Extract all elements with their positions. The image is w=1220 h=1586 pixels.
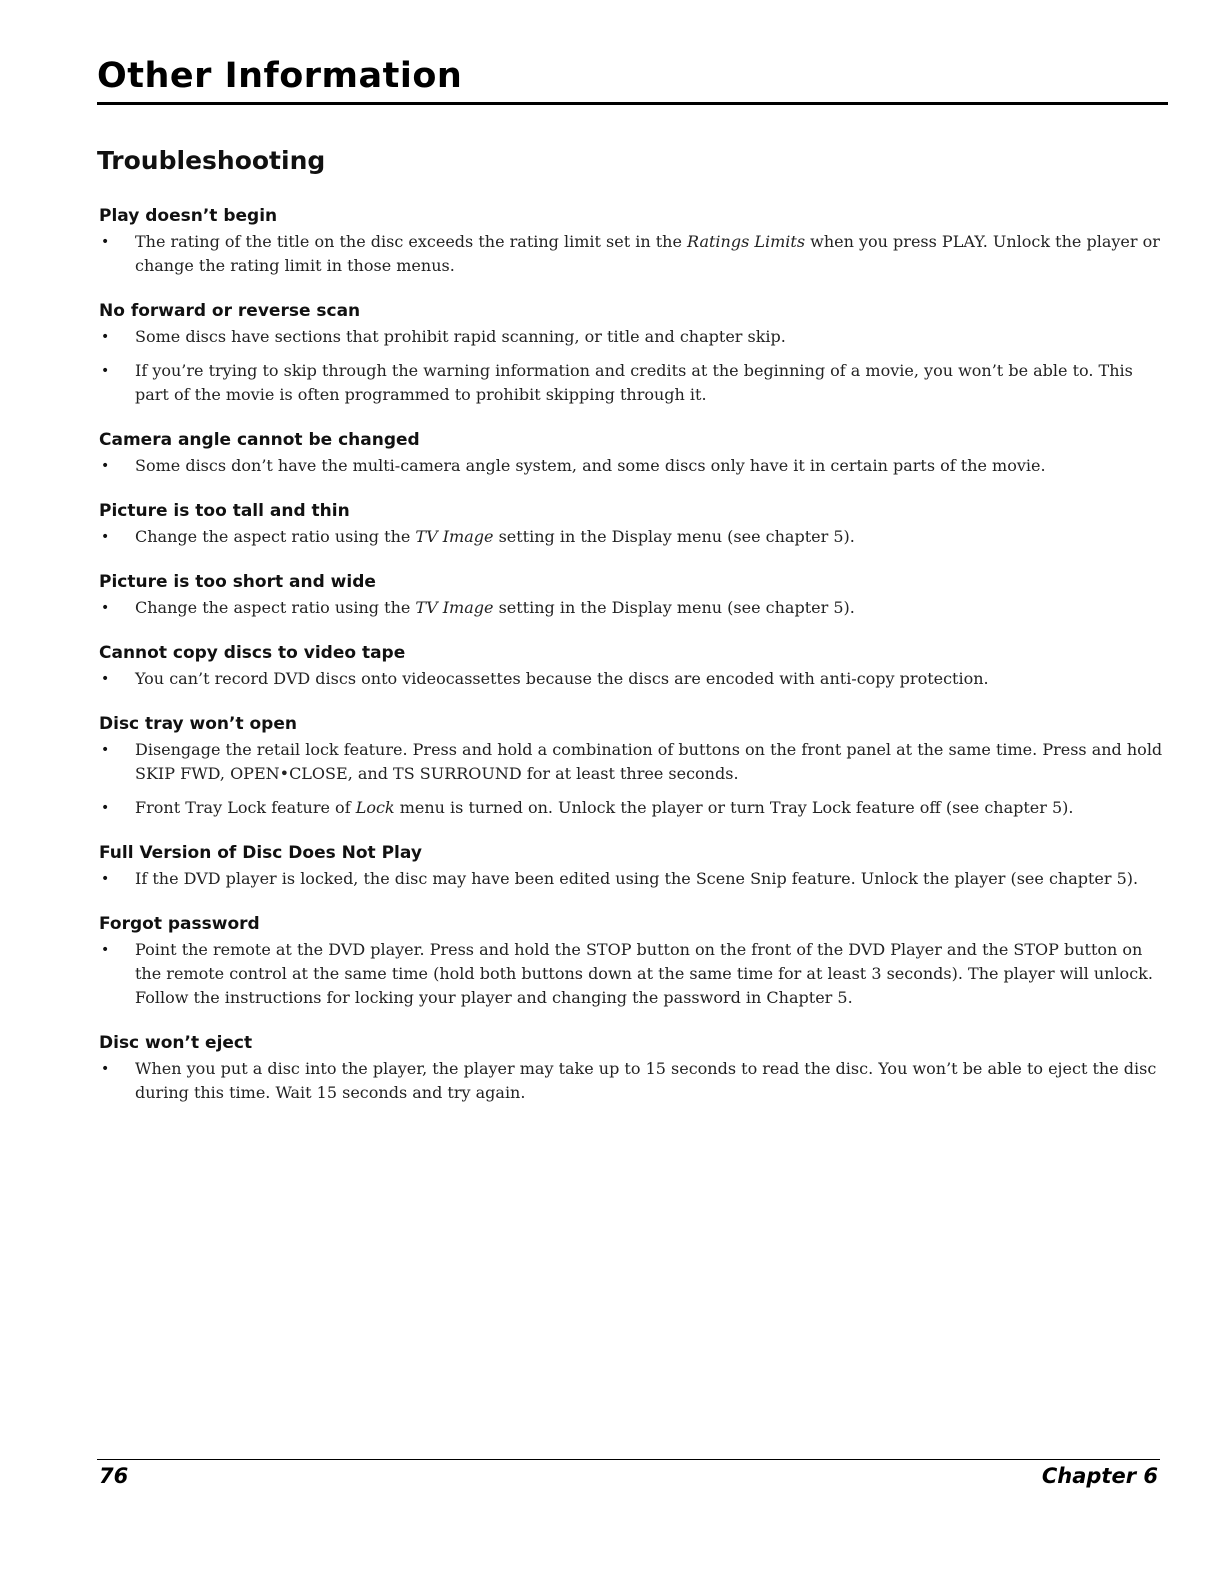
- bullet-item: [99, 796, 1164, 820]
- bullet-dot-icon: •: [101, 871, 110, 887]
- bullet-list: [99, 938, 1164, 1010]
- troubleshooting-entry: [99, 914, 1164, 1010]
- bullet-text: If the DVD player is locked, the disc may have been edited using the Scene Snip feature. Unlock the player (see chapter 5).: [135, 869, 1139, 888]
- bullet-list: [99, 230, 1164, 278]
- bullet-list: [99, 525, 1164, 549]
- bullet-text: Change the aspect ratio using the: [135, 527, 416, 546]
- header-rule: [97, 102, 1168, 105]
- bullet-text: Front Tray Lock feature of: [135, 798, 356, 817]
- entry-heading: Disc tray won’t open: [99, 714, 297, 734]
- bullet-list: [99, 667, 1164, 691]
- bullet-dot-icon: •: [101, 363, 110, 379]
- troubleshooting-entry: [99, 714, 1164, 820]
- emphasized-text: Lock: [355, 798, 395, 817]
- bullet-text: When you put a disc into the player, the player may take up to 15 seconds to read the disc. You won’t be able to eject the disc during this time. Wait 15 seconds and try again.: [135, 1059, 1157, 1102]
- chapter-label: Chapter 6: [1041, 1464, 1158, 1488]
- entry-heading: Picture is too short and wide: [99, 572, 376, 592]
- troubleshooting-list: [99, 206, 1164, 1128]
- bullet-list: [99, 867, 1164, 891]
- entry-heading: Camera angle cannot be changed: [99, 430, 420, 450]
- page-number: 76: [99, 1464, 129, 1488]
- bullet-list: [99, 738, 1164, 820]
- bullet-text: Some discs have sections that prohibit rapid scanning, or title and chapter skip.: [135, 327, 786, 346]
- bullet-item: [99, 667, 1164, 691]
- footer-rule: [97, 1459, 1160, 1460]
- entry-heading: Cannot copy discs to video tape: [99, 643, 406, 663]
- bullet-text: when you press PLAY. Unlock the player or change the rating limit in those menus.: [135, 232, 1160, 275]
- bullet-item: [99, 1057, 1164, 1105]
- bullet-dot-icon: •: [101, 329, 110, 345]
- bullet-list: [99, 454, 1164, 478]
- troubleshooting-entry: [99, 843, 1164, 891]
- bullet-item: [99, 596, 1164, 620]
- entry-heading: Picture is too tall and thin: [99, 501, 350, 521]
- bullet-text: Some discs don’t have the multi-camera angle system, and some discs only have it in certain parts of the movie.: [135, 456, 1046, 475]
- entry-heading: No forward or reverse scan: [99, 301, 361, 321]
- troubleshooting-entry: [99, 643, 1164, 691]
- bullet-text: The rating of the title on the disc exceeds the rating limit set in the: [135, 232, 688, 251]
- bullet-text: Change the aspect ratio using the: [135, 598, 416, 617]
- bullet-text: Point the remote at the DVD player. Press and hold the STOP button on the front of the DVD Player and the STOP button on the remote control at the same time (hold both buttons down at the same time for at least 3 seconds). The player will unlock. Follow the instructions for locking your player and changing the password in Chapter 5.: [135, 940, 1153, 1007]
- bullet-dot-icon: •: [101, 742, 110, 758]
- emphasized-text: Ratings Limits: [687, 232, 806, 251]
- bullet-dot-icon: •: [101, 671, 110, 687]
- troubleshooting-entry: [99, 301, 1164, 407]
- bullet-text: If you’re trying to skip through the warning information and credits at the beginning of a movie, you won’t be able to. This part of the movie is often programmed to prohibit skipping through it.: [135, 361, 1133, 404]
- bullet-dot-icon: •: [101, 800, 110, 816]
- bullet-list: [99, 1057, 1164, 1105]
- bullet-item: [99, 525, 1164, 549]
- troubleshooting-entry: [99, 572, 1164, 620]
- bullet-item: [99, 325, 1164, 349]
- bullet-text: You can’t record DVD discs onto videocassettes because the discs are encoded with anti-copy protection.: [135, 669, 989, 688]
- entry-heading: Play doesn’t begin: [99, 206, 278, 226]
- section-title: Troubleshooting: [97, 146, 326, 175]
- bullet-text: Disengage the retail lock feature. Press and hold a combination of buttons on the front panel at the same time. Press and hold SKIP FWD, OPEN•CLOSE, and TS SURROUND for at least three seconds.: [135, 740, 1163, 783]
- bullet-dot-icon: •: [101, 458, 110, 474]
- bullet-item: [99, 454, 1164, 478]
- bullet-item: [99, 359, 1164, 407]
- bullet-item: [99, 738, 1164, 786]
- bullet-dot-icon: •: [101, 942, 110, 958]
- troubleshooting-entry: [99, 206, 1164, 278]
- troubleshooting-entry: [99, 430, 1164, 478]
- bullet-dot-icon: •: [101, 234, 110, 250]
- bullet-dot-icon: •: [101, 1061, 110, 1077]
- troubleshooting-entry: [99, 1033, 1164, 1105]
- bullet-text: menu is turned on. Unlock the player or turn Tray Lock feature off (see chapter 5).: [394, 798, 1074, 817]
- entry-heading: Forgot password: [99, 914, 260, 934]
- emphasized-text: TV Image: [415, 598, 494, 617]
- emphasized-text: TV Image: [415, 527, 494, 546]
- bullet-item: [99, 230, 1164, 278]
- entry-heading: Full Version of Disc Does Not Play: [99, 843, 422, 863]
- bullet-list: [99, 325, 1164, 407]
- bullet-list: [99, 596, 1164, 620]
- bullet-text: setting in the Display menu (see chapter 5).: [493, 598, 855, 617]
- bullet-item: [99, 867, 1164, 891]
- bullet-text: setting in the Display menu (see chapter 5).: [493, 527, 855, 546]
- troubleshooting-entry: [99, 501, 1164, 549]
- bullet-dot-icon: •: [101, 529, 110, 545]
- page-header-title: Other Information: [97, 56, 463, 96]
- bullet-dot-icon: •: [101, 600, 110, 616]
- bullet-item: [99, 938, 1164, 1010]
- entry-heading: Disc won’t eject: [99, 1033, 253, 1053]
